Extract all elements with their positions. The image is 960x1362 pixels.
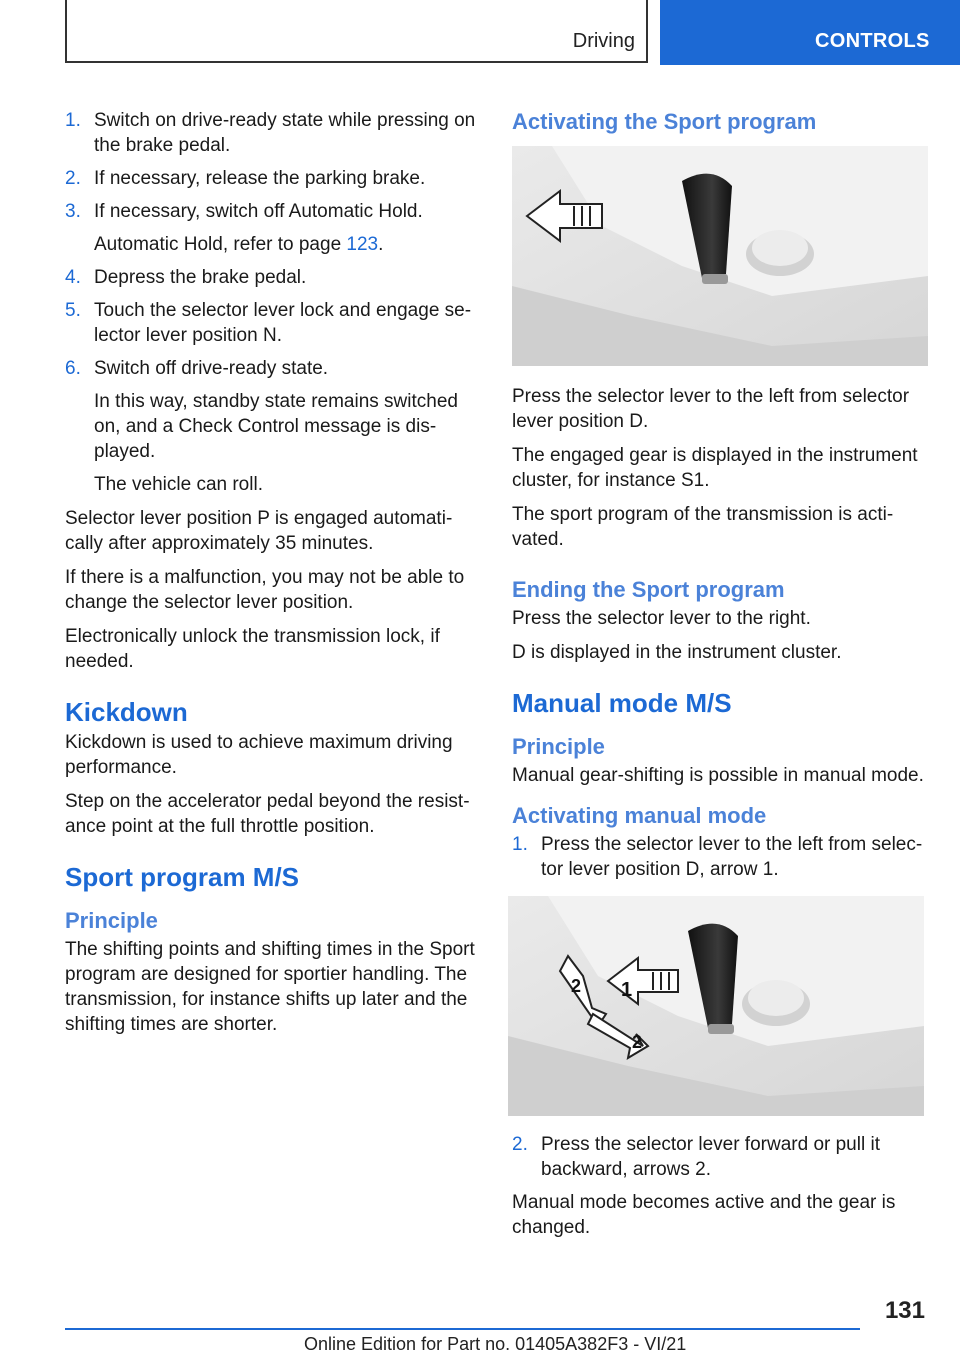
principle-heading: Principle [512,734,605,759]
kickdown-heading: Kickdown [65,697,188,727]
paragraph: Manual gear-shifting is possible in manual mode. [512,765,924,786]
step-number: 4. [65,267,81,288]
step-text: Touch the selector lever lock and engage selector lever position N. [94,300,472,346]
list-item [65,298,478,348]
step-number: 3. [65,201,81,222]
arrow-2-label: 2 [571,976,582,996]
procedure-steps [65,108,478,497]
paragraph: D is displayed in the instrument cluster. [512,642,842,663]
cross-reference-text: Automatic Hold, refer to page [94,234,347,255]
list-item [512,832,928,882]
step-text: Depress the brake pedal. [94,267,307,288]
ending-sport-heading: Ending the Sport program [512,577,785,602]
selector-lever-manual-image [508,896,924,1116]
paragraph: Press the selector lever to the right. [512,608,811,629]
sport-program-heading: Sport program M/S [65,862,300,892]
step-number: 6. [65,358,81,379]
paragraph: Press the selector lever to the left from selector lever position D. [512,386,910,432]
header-frame [65,0,648,63]
header-tab-label: CONTROLS [815,30,930,52]
list-item [65,108,478,158]
paragraph: Selector lever position P is engaged automatically after approximately 35 minutes. [65,508,453,554]
list-item [65,265,478,290]
step-text: Press the selector lever forward or pull it backward, arrows 2. [541,1134,880,1180]
manual-mode-heading: Manual mode M/S [512,688,732,718]
step-number: 2. [65,168,81,189]
paragraph: Manual mode becomes active and the gear is changed. [512,1192,896,1238]
paragraph: The sport program of the transmission is activated. [512,504,894,550]
step-text: If necessary, release the parking brake. [94,168,426,189]
paragraph: The shifting points and shifting times in the Sport program are designed for sportier handling. The transmission, for instance shifts up later and the shifting times are shorter. [65,939,475,1035]
paragraph: If there is a malfunction, you may not be able to change the selector lever position. [65,567,465,613]
principle-heading: Principle [65,908,158,933]
activating-sport-heading: Activating the Sport program [512,109,817,134]
step-text: If necessary, switch off Automatic Hold. [94,201,423,222]
step-number: 5. [65,300,81,321]
step-number: 2. [512,1134,528,1155]
step-number: 1. [512,834,528,855]
footer-divider [65,1328,860,1330]
step-text: Press the selector lever to the left from selector lever position D, arrow 1. [541,834,923,880]
step-subtext [94,232,478,257]
step-number: 1. [65,110,81,131]
activating-manual-heading: Activating manual mode [512,803,767,828]
list-item [512,1132,928,1182]
arrow-1-label: 1 [621,979,633,1001]
list-item [65,166,478,191]
manual-steps-continued [512,1132,928,1182]
manual-steps [512,832,928,882]
step-text: Switch on drive-ready state while pressing on the brake pedal. [94,110,476,156]
header-section-title: Driving [572,30,635,52]
cross-reference-end: . [378,234,384,255]
footer-edition-text: Online Edition for Part no. 01405A382F3 - VI/21 [304,1334,687,1354]
arrow-2-label: 2 [632,1032,643,1052]
paragraph: The engaged gear is displayed in the instrument cluster, for instance S1. [512,445,918,491]
selector-lever-left-image [512,146,928,366]
list-item [65,199,478,257]
left-column [65,108,478,1046]
right-column [512,108,928,1249]
list-item [65,356,478,497]
header-tab-controls[interactable] [660,0,960,65]
paragraph: Step on the accelerator pedal beyond the resistance point at the full throttle position. [65,791,470,837]
page-number: 131 [884,1297,925,1324]
step-subtext: In this way, standby state remains switched on, and a Check Control message is displayed. [94,391,458,462]
step-subtext: The vehicle can roll. [94,474,263,495]
step-text: Switch off drive-ready state. [94,358,329,379]
page-reference-link[interactable]: 123 [346,234,379,255]
paragraph: Electronically unlock the transmission lock, if needed. [65,626,440,672]
paragraph: Kickdown is used to achieve maximum driving performance. [65,732,453,778]
